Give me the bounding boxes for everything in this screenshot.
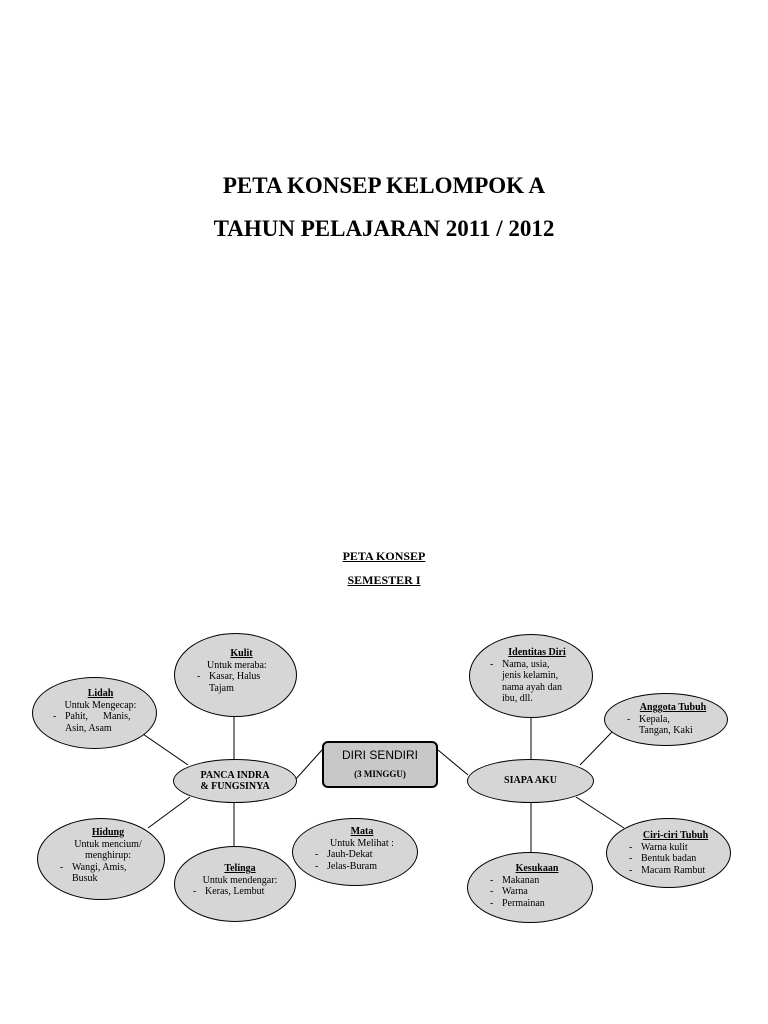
node-title: Ciri-ciri Tubuh (642, 830, 709, 841)
node-item: - Permainan (490, 898, 584, 910)
node-lidah (32, 677, 157, 749)
node-title: Anggota Tubuh (639, 702, 707, 713)
node-identitas-diri (469, 634, 593, 718)
node-item: - Wangi, Amis, Busuk (60, 862, 156, 885)
link-anggota (580, 732, 612, 765)
node-item: - Warna (490, 886, 584, 898)
node-item: - Jelas-Buram (315, 861, 409, 873)
node-description: Untuk mencium/ menghirup: (74, 838, 142, 861)
concept-map-heading: PETA KONSEP (342, 549, 426, 563)
node-anggota-tubuh (604, 693, 728, 746)
node-description: Untuk meraba: (207, 659, 267, 671)
node-item: - Kepala, Tangan, Kaki (627, 714, 719, 737)
node-item: - Pahit, Manis, Asin, Asam (53, 711, 148, 734)
node-title: Hidung (91, 827, 125, 838)
node-item: - Keras, Lembut (193, 886, 287, 898)
node-hidung (37, 818, 165, 900)
link-ciri (576, 797, 624, 828)
center-node (322, 741, 438, 788)
node-title: Lidah (87, 688, 114, 699)
node-description: Untuk Mengecap: (64, 699, 137, 711)
node-item: - Makanan (490, 875, 584, 887)
node-ciri-ciri-tubuh (606, 818, 731, 888)
node-title: Mata (350, 826, 374, 837)
node-item: - Bentuk badan (629, 853, 722, 865)
node-title: Telinga (224, 863, 256, 874)
node-item: - Warna kulit (629, 842, 722, 854)
node-title: Kulit (230, 648, 253, 659)
node-item: - Kasar, Halus Tajam (197, 671, 286, 694)
link-center-right (438, 750, 468, 775)
node-mata (292, 818, 418, 886)
link-lidah (140, 732, 188, 765)
center-duration: (3 MINGGU) (354, 769, 406, 779)
hub-siapa-aku: SIAPA AKU (467, 759, 594, 803)
node-kesukaan (467, 852, 593, 923)
node-description: Untuk mendengar: (202, 874, 278, 886)
node-item: - Macam Rambut (629, 865, 722, 877)
semester-heading: SEMESTER I (347, 573, 421, 587)
link-center-left (295, 750, 322, 780)
node-title: Identitas Diri (508, 647, 566, 658)
link-hidung (148, 797, 190, 828)
node-telinga (174, 846, 296, 922)
node-title: Kesukaan (515, 863, 559, 874)
node-description: Untuk Melihat : (330, 837, 394, 849)
node-item: - Jauh-Dekat (315, 849, 409, 861)
center-title: DIRI SENDIRI (341, 748, 418, 762)
node-kulit (174, 633, 297, 717)
node-item: - Nama, usia, jenis kelamin, nama ayah dan ibu, dll. (490, 659, 584, 705)
hub-panca-indra: PANCA INDRA & FUNGSINYA (173, 759, 297, 803)
page-title-year: TAHUN PELAJARAN 2011 / 2012 (213, 216, 555, 241)
page-title: PETA KONSEP KELOMPOK A (222, 173, 546, 198)
